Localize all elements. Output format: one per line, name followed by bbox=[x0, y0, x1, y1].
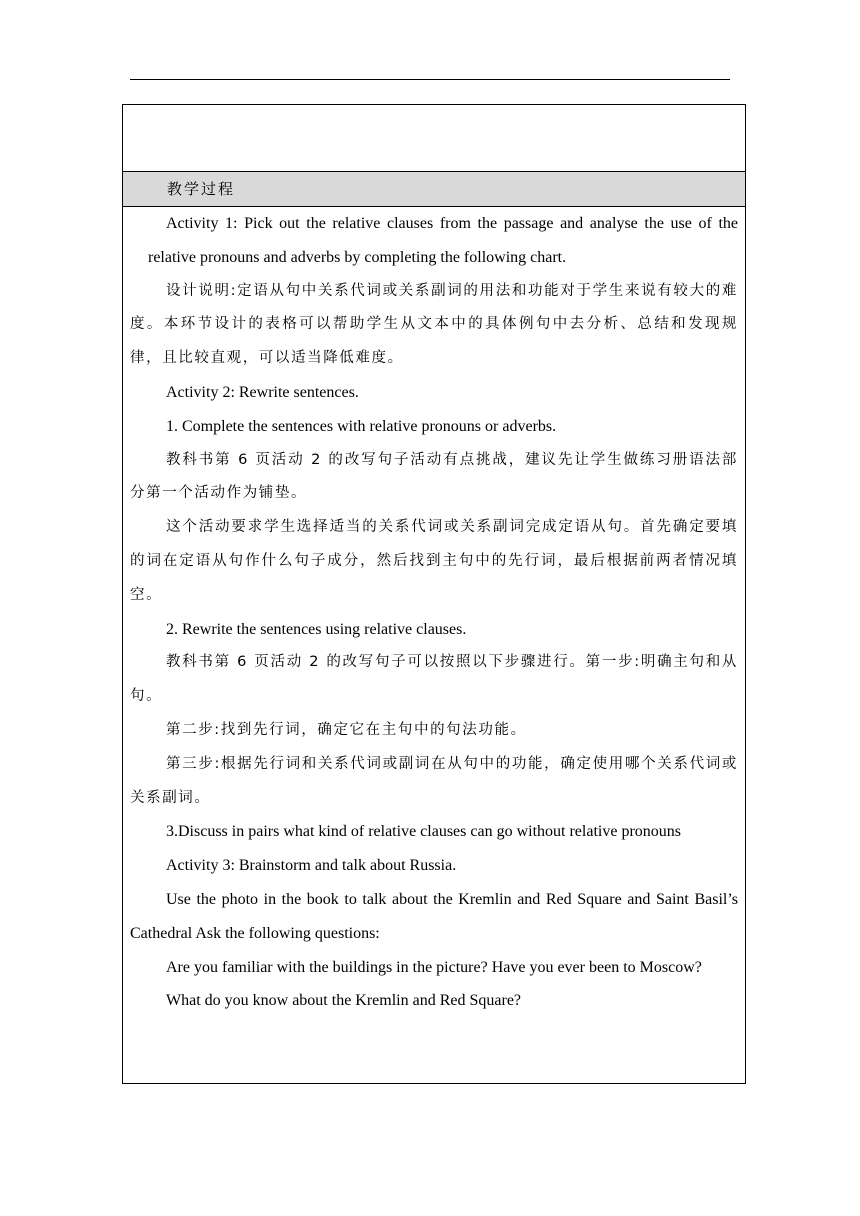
photo-instruction-paragraph: Use the photo in the book to talk about the Kremlin and Red Square and Saint Basil’s Cathedral Ask the following questions: bbox=[130, 890, 738, 942]
activity-requirement-paragraph: 这个活动要求学生选择适当的关系代词或关系副词完成定语从句。首先确定要填的词在定语从句作什么句子成分，然后找到主句中的先行词，最后根据前两者情况填空。 bbox=[130, 519, 738, 603]
textbook-note-2: 教科书第 6 页活动 2 的改写句子可以按照以下步骤进行。第一步:明确主句和从句。 bbox=[130, 654, 738, 705]
activity-3-heading: Activity 3: Brainstorm and talk about Russia. bbox=[166, 857, 457, 875]
question-1-paragraph: Are you familiar with the buildings in the picture? Have you ever been to Moscow? bbox=[166, 958, 702, 976]
lesson-table bbox=[122, 104, 746, 1084]
second-step-paragraph: 第二步:找到先行词，确定它在主句中的句法功能。 bbox=[166, 721, 527, 738]
third-step-paragraph: 第三步:根据先行词和关系代词或副词在从句中的功能，确定使用哪个关系代词或关系副词。 bbox=[130, 755, 738, 806]
design-note-paragraph: 设计说明:定语从句中关系代词或关系副词的用法和功能对于学生来说有较大的难度。本环节设计的表格可以帮助学生从文本中的具体例句中去分析、总结和发现规律，且比较直观，可以适当降低难度。 bbox=[130, 282, 738, 367]
step-1-heading: 1. Complete the sentences with relative pronouns or adverbs. bbox=[166, 417, 557, 435]
section-body bbox=[123, 207, 745, 1018]
section-heading: 教学过程 bbox=[123, 172, 745, 207]
table-empty-row bbox=[123, 105, 745, 172]
textbook-note-1: 教科书第 6 页活动 2 的改写句子活动有点挑战，建议先让学生做练习册语法部分第一个活动作为铺垫。 bbox=[130, 451, 738, 502]
activity-2-heading: Activity 2: Rewrite sentences. bbox=[166, 383, 359, 401]
discuss-paragraph: 3.Discuss in pairs what kind of relative clauses can go without relative pronouns bbox=[166, 823, 681, 841]
question-2-paragraph: What do you know about the Kremlin and Red Square? bbox=[166, 992, 522, 1010]
step-2-heading: 2. Rewrite the sentences using relative clauses. bbox=[166, 620, 467, 638]
activity-1-paragraph: Activity 1: Pick out the relative clauses from the passage and analyse the use of the relative pronouns and adverbs by completing the following chart. bbox=[148, 215, 738, 266]
header-rule bbox=[130, 79, 730, 80]
